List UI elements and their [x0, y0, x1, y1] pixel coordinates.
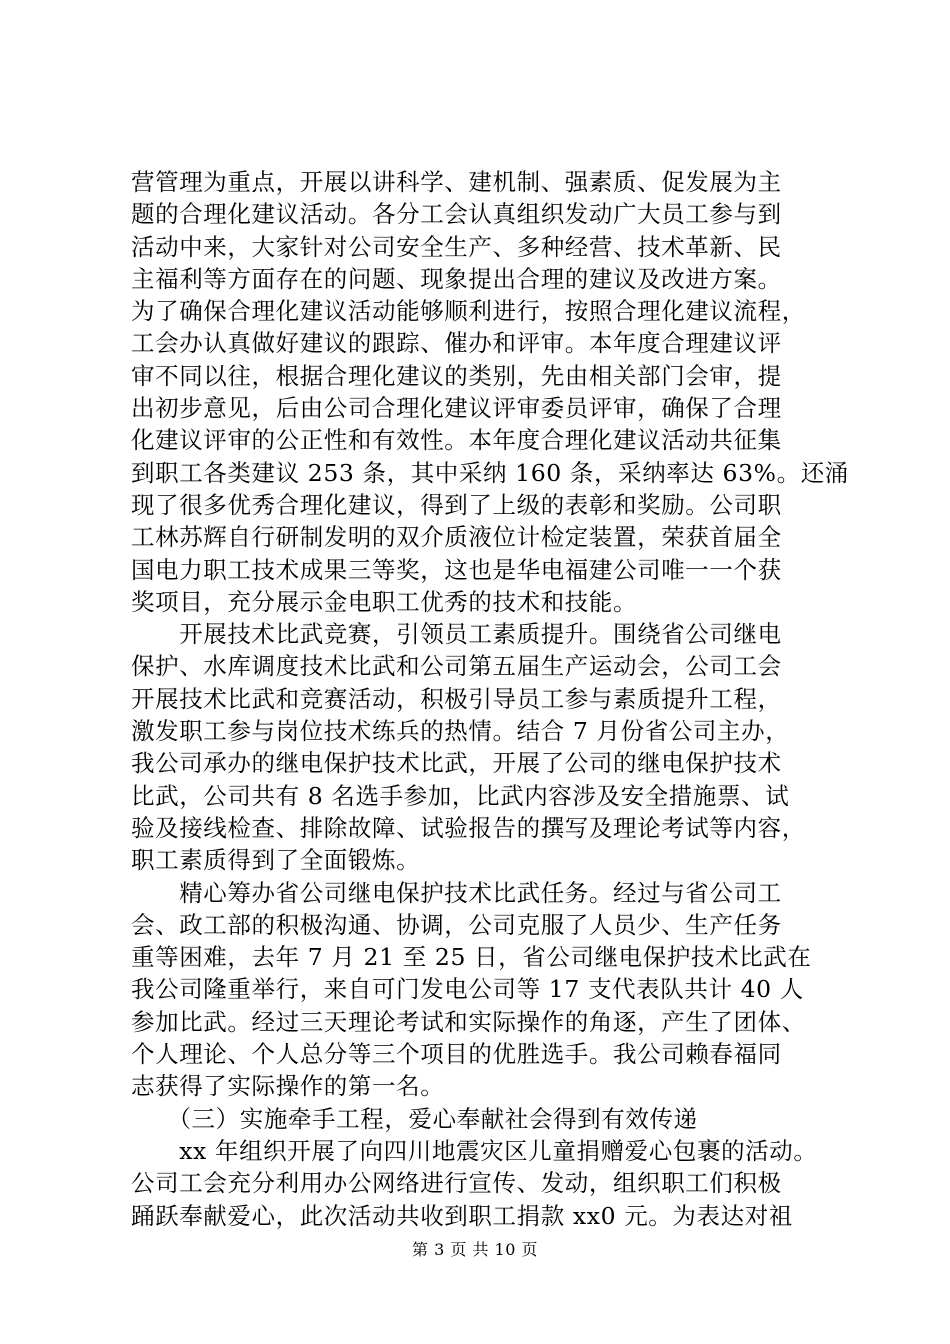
- text-line: 激发职工参与岗位技术练兵的热情。结合 7 月份省公司主办，: [131, 717, 790, 746]
- text-line: 公司工会充分利用办公网络进行宣传、发动，组织职工们积极: [131, 1169, 782, 1198]
- text-line: 开展技术比武和竞赛活动，积极引导员工参与素质提升工程，: [131, 684, 782, 713]
- text-line: xx 年组织开展了向四川地震灾区儿童捐赠爱心包裹的活动。: [131, 1136, 818, 1165]
- text-line: 奖项目，充分展示金电职工优秀的技术和技能。: [131, 587, 638, 616]
- text-line: 题的合理化建议活动。各分工会认真组织发动广大员工参与到: [131, 200, 782, 229]
- text-line: 化建议评审的公正性和有效性。本年度合理化建议活动共征集: [131, 426, 782, 455]
- text-line: 验及接线检查、排除故障、试验报告的撰写及理论考试等内容，: [131, 813, 806, 842]
- text-line: 主福利等方面存在的问题、现象提出合理的建议及改进方案。: [131, 264, 782, 293]
- text-line: 参加比武。经过三天理论考试和实际操作的角逐，产生了团体、: [131, 1007, 806, 1036]
- text-line: 国电力职工技术成果三等奖，这也是华电福建公司唯一一个获: [131, 555, 782, 584]
- text-line: （三）实施牵手工程，爱心奉献社会得到有效传递: [131, 1104, 698, 1133]
- text-line: 我公司承办的继电保护技术比武，开展了公司的继电保护技术: [131, 749, 782, 778]
- body-text: [131, 166, 849, 1232]
- text-line: 志获得了实际操作的第一名。: [131, 1072, 445, 1101]
- text-line: 踊跃奉献爱心，此次活动共收到职工捐款 xx0 元。为表达对祖: [131, 1201, 793, 1230]
- text-line: 保护、水库调度技术比武和公司第五届生产运动会，公司工会: [131, 652, 782, 681]
- text-line: 我公司隆重举行，来自可门发电公司等 17 支代表队共计 40 人: [131, 975, 804, 1004]
- text-line: 为了确保合理化建议活动能够顺利进行，按照合理化建议流程，: [131, 297, 806, 326]
- text-line: 个人理论、个人总分等三个项目的优胜选手。我公司赖春福同: [131, 1040, 782, 1069]
- text-line: 审不同以往，根据合理化建议的类别，先由相关部门会审，提: [131, 361, 782, 390]
- text-line: 出初步意见，后由公司合理化建议评审委员评审，确保了合理: [131, 394, 782, 423]
- page-footer: 第 3 页 共 10 页: [412, 1240, 538, 1259]
- text-line: 到职工各类建议 253 条，其中采纳 160 条，采纳率达 63%。还涌: [131, 458, 849, 487]
- text-line: 现了很多优秀合理化建议，得到了上级的表彰和奖励。公司职: [131, 490, 782, 519]
- text-line: 营管理为重点，开展以讲科学、建机制、强素质、促发展为主: [131, 168, 782, 196]
- text-line: 比武，公司共有 8 名选手参加，比武内容涉及安全措施票、试: [131, 781, 790, 810]
- text-line: 重等困难，去年 7 月 21 至 25 日，省公司继电保护技术比武在: [131, 943, 812, 972]
- text-line: 活动中来，大家针对公司安全生产、多种经营、技术革新、民: [131, 232, 782, 261]
- text-line: 精心筹办省公司继电保护技术比武任务。经过与省公司工: [131, 878, 782, 907]
- text-line: 工会办认真做好建议的跟踪、催办和评审。本年度合理建议评: [131, 329, 782, 358]
- text-line: 会、政工部的积极沟通、协调，公司克服了人员少、生产任务: [131, 910, 782, 939]
- text-line: 开展技术比武竞赛，引领员工素质提升。围绕省公司继电: [131, 620, 782, 649]
- text-line: 职工素质得到了全面锻炼。: [131, 846, 421, 875]
- text-line: 工林苏辉自行研制发明的双介质液位计检定装置，荣获首届全: [131, 523, 782, 552]
